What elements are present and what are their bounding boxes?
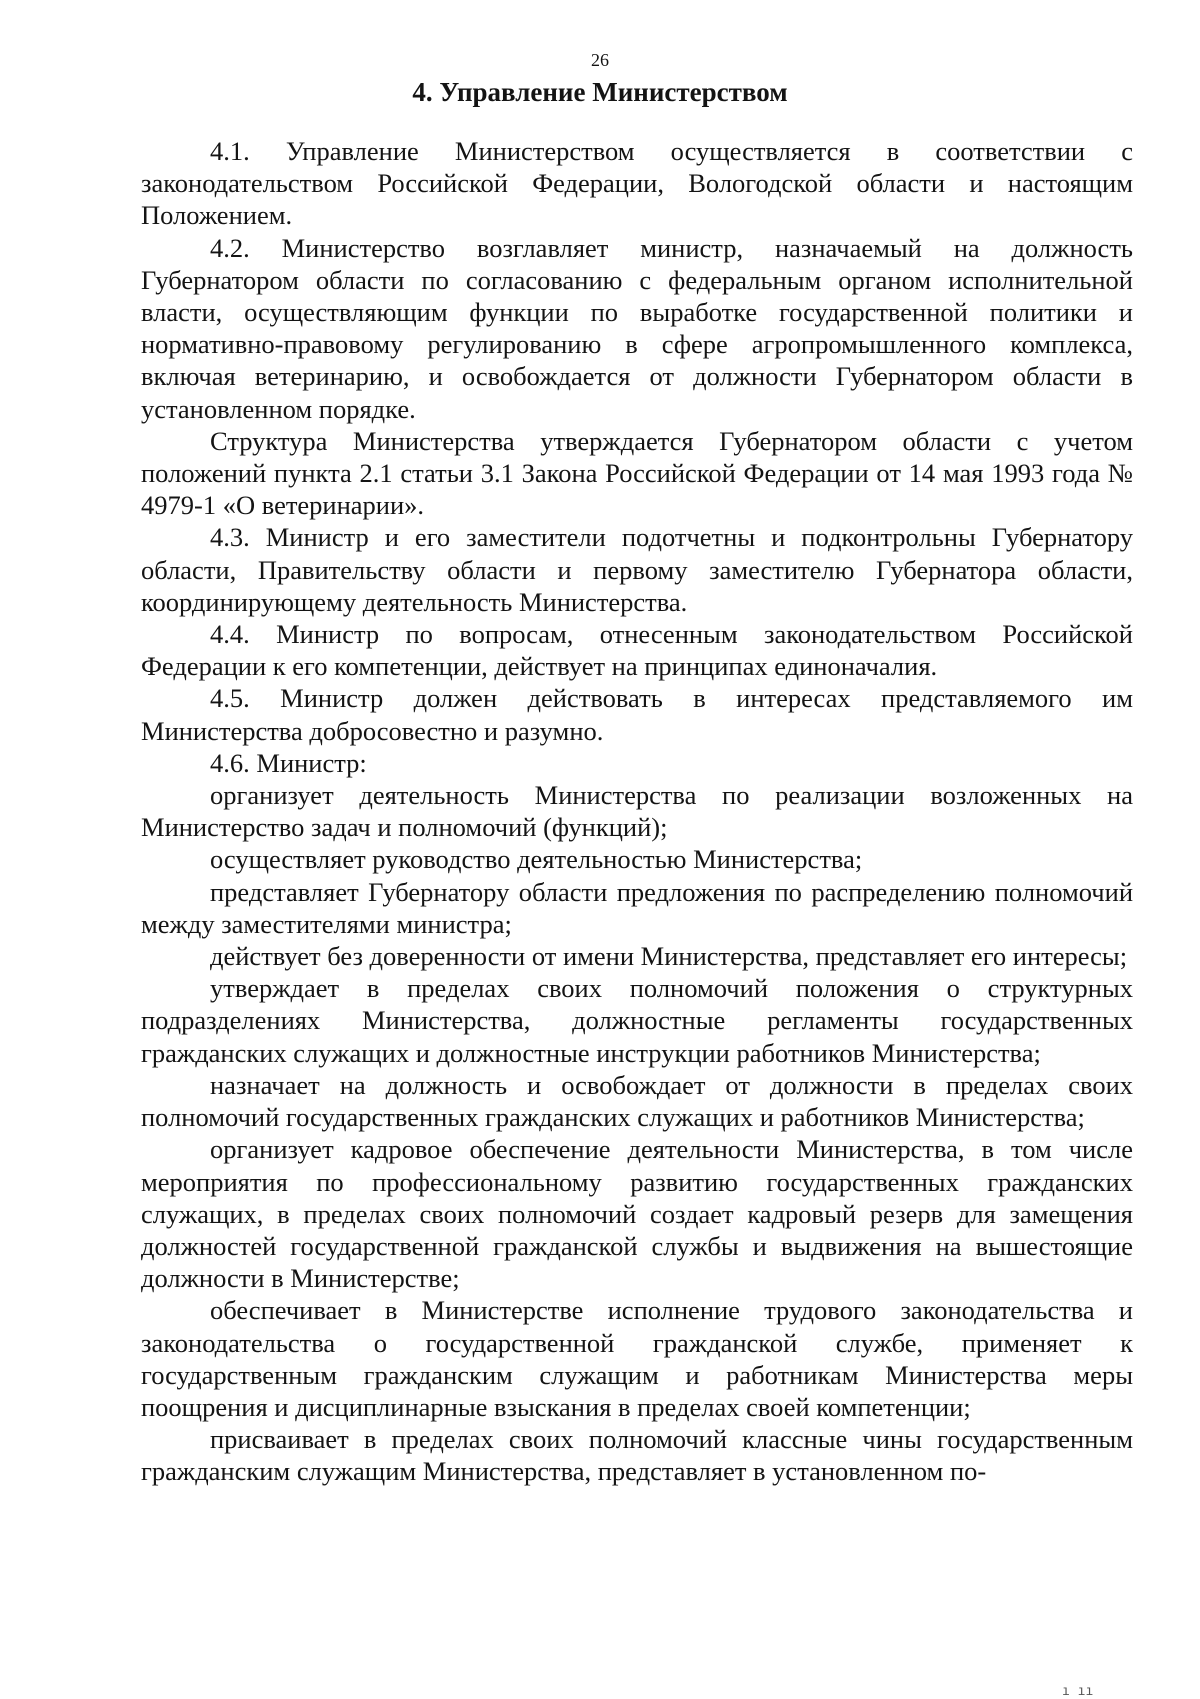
scan-artifact: ı ıı [1062, 1684, 1094, 1699]
paragraph-4-5: 4.5. Министр должен действовать в интересах представляемого им Министерства добросовестно и разумно. [141, 683, 1133, 746]
paragraph-structure: Структура Министерства утверждается Губернатором области с учетом положений пункта 2.1 статьи 3.1 Закона Российской Федерации от 14 мая 1993 года № 4979-1 «О ветеринарии». [141, 425, 1133, 521]
body-text [141, 135, 1133, 1488]
list-item: назначает на должность и освобождает от должности в пределах своих полномочий государственных гражданских служащих и работников Министерства; [141, 1069, 1133, 1133]
list-item: организует деятельность Министерства по реализации возложенных на Министерство задач и полномочий (функций); [141, 780, 1133, 843]
list-item: действует без доверенности от имени Министерства, представляет его интересы; [210, 941, 1128, 972]
list-item: представляет Губернатору области предложения по распределению полномочий между заместителями министра; [141, 876, 1133, 939]
list-item: осуществляет руководство деятельностью Министерства; [210, 844, 863, 875]
list-item: обеспечивает в Министерстве исполнение трудового законодательства и законодательства о государственной гражданской службе, применяет к государственным гражданским служащим и работникам Министерства меры поощрения и дисциплинарные взыскания в пределах своей компетенции; [141, 1295, 1133, 1422]
paragraph-4-4: 4.4. Министр по вопросам, отнесенным законодательством Российской Федерации к его компетенции, действует на принципах единоначалия. [141, 619, 1133, 682]
paragraph-4-3: 4.3. Министр и его заместители подотчетны и подконтрольны Губернатору области, Правительству области и первому заместителю Губернатора области, координирующему деятельность Министерства. [141, 522, 1133, 617]
paragraph-4-2: 4.2. Министерство возглавляет министр, назначаемый на должность Губернатором области по согласованию с федеральным органом исполнительной власти, осуществляющим функции по выработке государственной политики и нормативно-правовому регулированию в сфере агропромышленного комплекса, включая ветеринарию, и освобождается от должности Губернатором области в установленном порядке. [141, 232, 1133, 424]
list-item: утверждает в пределах своих полномочий положения о структурных подразделениях Министерства, должностные регламенты государственных гражданских служащих и должностные инструкции работников Министерства; [141, 973, 1133, 1068]
list-item: присваивает в пределах своих полномочий классные чины государственным гражданским служащим Министерства, представляет в установленном по- [141, 1424, 1133, 1487]
paragraph-4-6: 4.6. Министр: [210, 747, 367, 778]
list-item: организует кадровое обеспечение деятельности Министерства, в том числе мероприятия по профессиональному развитию государственных гражданских служащих, в пределах своих полномочий создает кадровый резерв для замещения должностей государственной гражданской службы и выдвижения на вышестоящие должности в Министерстве; [141, 1134, 1133, 1294]
section-title: 4. Управление Министерством [412, 77, 788, 107]
page-number: 26 [591, 50, 609, 70]
paragraph-4-1: 4.1. Управление Министерством осуществляется в соответствии с законодательством Российской Федерации, Вологодской области и настоящим Положением. [141, 136, 1133, 231]
